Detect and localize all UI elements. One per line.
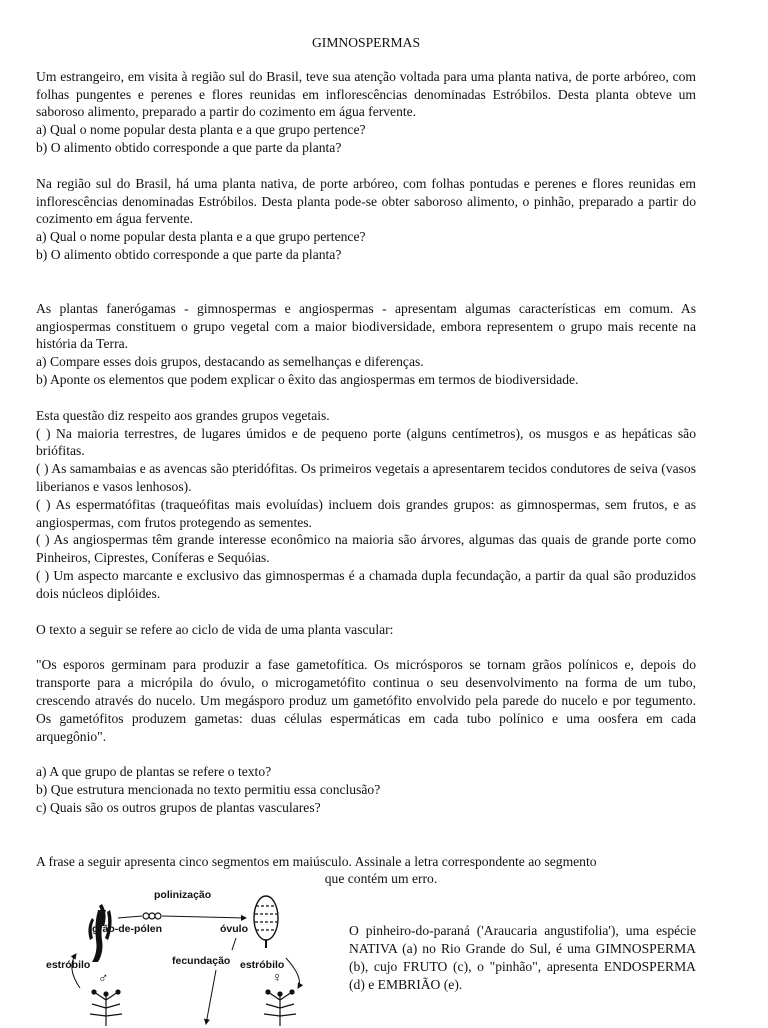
q3-a: a) Compare esses dois grupos, destacando as semelhanças e diferenças. bbox=[36, 354, 424, 370]
q3-b: b) Aponte os elementos que podem explicar o êxito das angiospermas em termos de biodiversidade. bbox=[36, 371, 579, 387]
question-2 bbox=[36, 175, 696, 264]
q6-intro: A frase a seguir apresenta cinco segmentos em maiúsculo. Assinale a letra correspondente ao segmento bbox=[36, 853, 597, 869]
q1-b: b) O alimento obtido corresponde a que parte da planta? bbox=[36, 139, 342, 155]
q6-body bbox=[36, 888, 696, 1028]
q5-b: b) Que estrutura mencionada no texto permitiu essa conclusão? bbox=[36, 782, 381, 798]
question-5-intro bbox=[36, 621, 696, 639]
q1-a: a) Qual o nome popular desta planta e a que grupo pertence? bbox=[36, 122, 366, 138]
question-3 bbox=[36, 300, 696, 389]
q4-item-text: As angiospermas têm grande interesse econômico na maioria são árvores, algumas das quais de grande porte como Pinheiros, Ciprestes, Coníferas e Sequóias. bbox=[36, 532, 697, 566]
label-estrobilo-female: estróbilo bbox=[240, 959, 285, 972]
q4-item-text: Na maioria terrestres, de lugares úmidos e de pequeno porte (alguns centímetros), os musgos e as hepáticas são briófitas. bbox=[36, 425, 696, 459]
document-page bbox=[36, 34, 696, 1028]
q2-text: Na região sul do Brasil, há uma planta nativa, de porte arbóreo, com folhas pontudas e perenes e flores reunidas em inflorescências denominadas Estróbilos. Desta planta pode-se obter saboroso alimento, o pinhão, preparado a partir do cozimento em água fervente. bbox=[36, 175, 696, 227]
female-symbol: ♀ bbox=[272, 969, 283, 986]
label-polinizacao: polinização bbox=[154, 889, 212, 902]
checkbox-paren: ( ) bbox=[36, 496, 51, 512]
q2-a: a) Qual o nome popular desta planta e a que grupo pertence? bbox=[36, 229, 366, 245]
q6-intro-cont: que contém um erro. bbox=[324, 871, 438, 887]
female-cone-icon bbox=[254, 896, 278, 948]
checkbox-paren: ( ) bbox=[36, 532, 50, 548]
question-6 bbox=[36, 853, 696, 1028]
q4-item bbox=[36, 567, 696, 603]
question-5-questions bbox=[36, 763, 696, 816]
q4-item bbox=[36, 496, 696, 532]
q3-text: As plantas fanerógamas - gimnospermas e angiospermas - apresentam algumas características em comum. As angiospermas constituem o grupo vegetal com a maior biodiversidade, embora representem o grupo mais recente na história da Terra. bbox=[36, 300, 696, 352]
label-fecundacao: fecundação bbox=[172, 955, 231, 968]
question-1 bbox=[36, 68, 696, 157]
pollen-icon bbox=[143, 913, 161, 919]
q1-text: Um estrangeiro, em visita à região sul do Brasil, teve sua atenção voltada para uma planta nativa, de porte arbóreo, com folhas pungentes e perenes e flores reunidas em inflorescências denominadas Estróbilos. Desta planta obteve um saboroso alimento, preparado a partir do cozimento em água fervente. bbox=[36, 68, 696, 120]
q4-item-text: Um aspecto marcante e exclusivo das gimnospermas é a chamada dupla fecundação, a partir da qual são produzidos dois núcleos diplóides. bbox=[36, 567, 697, 601]
page-title: GIMNOSPERMAS bbox=[311, 35, 421, 50]
q4-intro: Esta questão diz respeito aos grandes grupos vegetais. bbox=[36, 407, 330, 423]
checkbox-paren: ( ) bbox=[36, 425, 51, 441]
label-estrobilo-male: estróbilo bbox=[46, 959, 91, 972]
female-plant-icon bbox=[264, 990, 296, 1026]
q6-statement: O pinheiro-do-paraná ('Araucaria angustifolia'), uma espécie NATIVA (a) no Rio Grande do Sul, é uma GIMNOSPERMA (b), cujo FRUTO (c), o "pinhão", apresenta ENDOSPERMA (d) e EMBRIÃO (e). bbox=[349, 923, 696, 992]
q5-quote: "Os esporos germinam para produzir a fase gametofítica. Os micrósporos se tornam grãos polínicos e, depois do transporte para a micrópila do óvulo, o microgametófito continua o seu desenvolvimento na forma de um tubo, crescendo através do nucelo. Um megásporo produz um gametófito envolvido pela parede do nucelo e por tegumento. Os gametófitos produzem gametas: duas células espermáticas em cada tubo polínico e uma oosfera em cada arquegônio". bbox=[36, 657, 696, 744]
life-cycle-figure bbox=[36, 888, 336, 1028]
question-5-quote bbox=[36, 656, 696, 745]
q5-intro: O texto a seguir se refere ao ciclo de vida de uma planta vascular: bbox=[36, 621, 394, 637]
checkbox-paren: ( ) bbox=[36, 567, 50, 583]
q4-item-text: As espermatófitas (traqueófitas mais evoluídas) incluem dois grandes grupos: as gimnospermas, sem frutos, e as angiospermas, com frutos protegendo as sementes. bbox=[36, 496, 697, 530]
q5-c: c) Quais são os outros grupos de plantas vasculares? bbox=[36, 799, 321, 815]
label-ovulo: óvulo bbox=[220, 923, 248, 936]
q4-item-text: As samambaias e as avencas são pteridófitas. Os primeiros vegetais a apresentarem tecidos condutores de seiva (vasos liberianos e vasos lenhosos). bbox=[36, 461, 697, 494]
q4-item bbox=[36, 460, 696, 496]
q5-a: a) A que grupo de plantas se refere o texto? bbox=[36, 764, 272, 780]
question-4 bbox=[36, 407, 696, 603]
male-plant-icon bbox=[90, 990, 122, 1026]
male-symbol: ♂ bbox=[98, 969, 109, 986]
q4-item bbox=[36, 425, 696, 461]
q2-b: b) O alimento obtido corresponde a que parte da planta? bbox=[36, 246, 342, 262]
label-grao-de-polen: grão-de-pólen bbox=[92, 923, 162, 936]
q4-item bbox=[36, 531, 696, 567]
checkbox-paren: ( ) bbox=[36, 461, 49, 477]
